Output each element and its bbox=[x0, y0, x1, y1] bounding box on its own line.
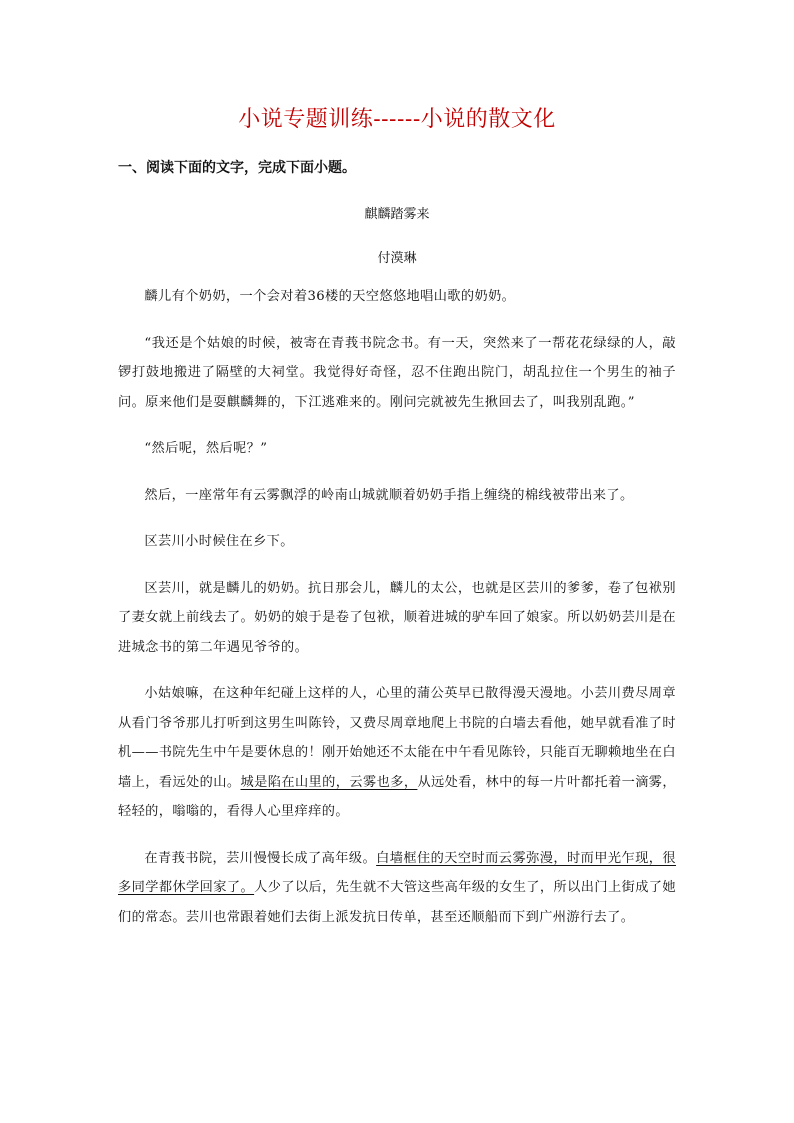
paragraph-text: 从远处看，林中的每一片叶都托着一滴雾，轻轻的，嗡嗡的，看得人心里痒痒的。 bbox=[118, 774, 676, 819]
underlined-sentence: 城是陷在山里的，云雾也多， bbox=[240, 774, 418, 790]
paragraph-text: 人少了以后，先生就不大管这些高年级的女生了，所以出门上街成了她们的常态。芸川也常跟着她们去街上派发抗日传单，甚至还顺船而下到广州游行去了。 bbox=[118, 880, 676, 925]
paragraph: 然后，一座常年有云雾飘浮的岭南山城就顺着奶奶手指上缠绕的棉线被带出来了。 bbox=[144, 487, 634, 503]
paragraph-with-underline bbox=[118, 844, 676, 933]
paragraph-text: 小姑娘嘛，在这种年纪碰上这样的人，心里的蒲公英早已散得漫天漫地。小芸川费尽周章从看门爷爷那儿打听到这男生叫陈铃，又费尽周章地爬上书院的白墙去看他，她早就看准了时机——书院先生中午是要休息的！刚开始她还不太能在中午看见陈铃，只能百无聊赖地坐在白墙上，看远处的山。 bbox=[118, 686, 676, 790]
paragraph-text: 在青莪书院，芸川慢慢长成了高年级。 bbox=[144, 850, 377, 866]
paragraph: 区芸川，就是麟儿的奶奶。抗日那会儿，麟儿的太公，也就是区芸川的爹爹，卷了包袱别了妻女就上前线去了。奶奶的娘于是卷了包袱，顺着进城的驴车回了娘家。所以奶奶芸川是在进城念书的第二年遇见爷爷的。 bbox=[118, 580, 676, 655]
paragraph: “我还是个姑娘的时候，被寄在青莪书院念书。有一天，突然来了一帮花花绿绿的人，敲锣打鼓地搬进了隔壁的大祠堂。我觉得好奇怪，忍不住跑出院门，胡乱拉住一个男生的袖子问。原来他们是耍麒麟舞的，下江逃难来的。刚问完就被先生揪回去了，叫我别乱跑。” bbox=[118, 335, 676, 410]
paragraph: 区芸川小时候住在乡下。 bbox=[144, 534, 294, 549]
paragraph: “然后呢，然后呢？” bbox=[144, 441, 268, 456]
story-title: 麒麟踏雾来 bbox=[364, 207, 430, 222]
story-body bbox=[118, 282, 676, 949]
document-title: 小说专题训练------小说的散文化 bbox=[238, 107, 556, 132]
underlined-sentence: 白墙框住的天空时而云雾弥漫，时而甲光乍现，很多同学都休学回家了。 bbox=[118, 850, 676, 895]
story-author: 付漠琳 bbox=[377, 251, 417, 266]
paragraph-with-underline bbox=[118, 679, 676, 827]
paragraph: 麟儿有个奶奶，一个会对着36楼的天空悠悠地唱山歌的奶奶。 bbox=[144, 289, 516, 304]
question-heading: 一、阅读下面的文字，完成下面小题。 bbox=[118, 160, 356, 176]
